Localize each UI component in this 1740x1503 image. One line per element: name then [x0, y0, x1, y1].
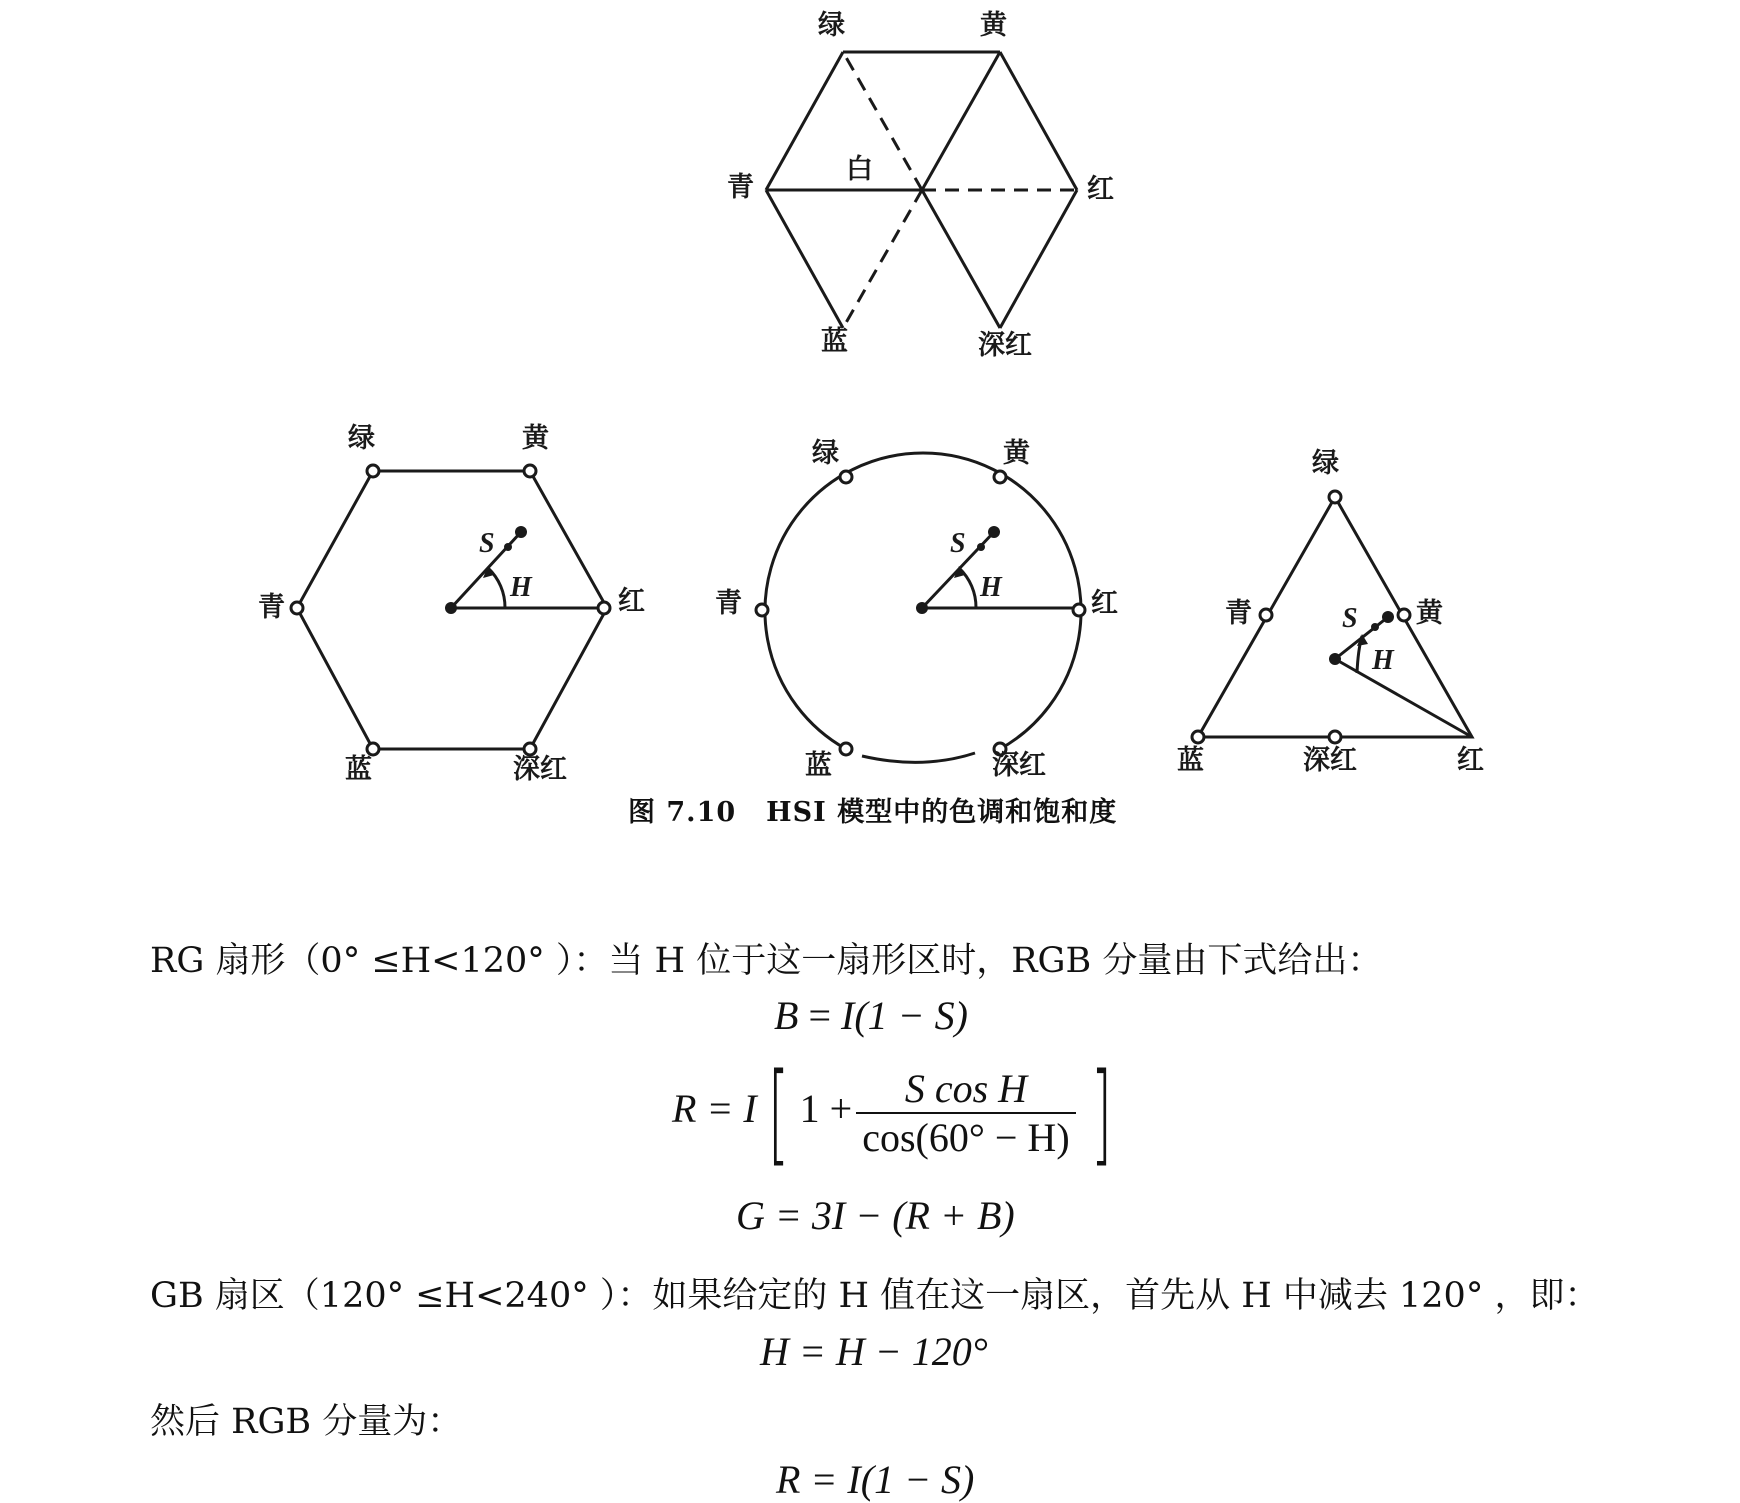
hex-label-green: 绿 — [348, 423, 375, 454]
then-paragraph: 然后 RGB 分量为： — [150, 1402, 463, 1442]
top-label-blue: 蓝 — [821, 326, 848, 357]
circle-label-blue: 蓝 — [805, 750, 832, 781]
hex-label-yellow: 黄 — [522, 423, 549, 454]
tri-label-s: S — [1342, 603, 1358, 634]
figure-caption-text: HSI 模型中的色调和饱和度 — [766, 797, 1118, 828]
eq-r-one: 1 + — [799, 1086, 853, 1132]
hex-label-s: S — [479, 528, 495, 559]
tri-label-red: 红 — [1457, 745, 1484, 776]
eq-h-text: H = H − 120° — [760, 1329, 988, 1374]
hex-label-red: 红 — [618, 586, 645, 617]
top-label-cyan: 青 — [727, 172, 754, 203]
equation-h — [760, 1328, 988, 1375]
tri-label-magenta: 深红 — [1303, 745, 1357, 776]
circle-label-yellow: 黄 — [1003, 438, 1030, 469]
circle-label-h: H — [980, 572, 1002, 603]
hex-label-h: H — [510, 572, 532, 603]
figure-caption — [628, 790, 1117, 829]
circle-label-s: S — [950, 528, 966, 559]
eq-b-op: = — [808, 993, 831, 1038]
eq-r-denominator: cos(60° − H) — [862, 1115, 1070, 1160]
eq-b-lhs: B — [774, 993, 799, 1038]
top-label-red: 红 — [1087, 174, 1114, 205]
top-label-white: 白 — [846, 154, 873, 185]
left-bracket: [ — [767, 1049, 789, 1177]
right-bracket: ] — [1090, 1049, 1112, 1177]
hex-label-magenta: 深红 — [513, 754, 567, 785]
circle-label-cyan: 青 — [715, 588, 742, 619]
top-label-green: 绿 — [818, 10, 845, 41]
equation-g — [736, 1192, 1015, 1239]
hex-label-blue: 蓝 — [345, 754, 372, 785]
tri-label-h: H — [1372, 645, 1394, 676]
rg-sector-paragraph: RG 扇形（0° ≤H<120° ）：当 H 位于这一扇形区时，RGB 分量由下式给出： — [150, 941, 1383, 981]
eq-g-text: G = 3I − (R + B) — [736, 1193, 1015, 1238]
circle-label-green: 绿 — [812, 438, 839, 469]
equation-r2 — [776, 1456, 974, 1503]
circle-label-red: 红 — [1091, 588, 1118, 619]
tri-label-cyan: 青 — [1225, 598, 1252, 629]
top-hexagon-diagram — [766, 52, 1077, 328]
tri-label-yellow: 黄 — [1416, 598, 1443, 629]
eq-r-numerator: S cos H — [856, 1065, 1075, 1114]
figure-number: 图 7.10 — [628, 797, 737, 828]
gb-sector-paragraph: GB 扇区（120° ≤H<240° ）：如果给定的 H 值在这一扇区，首先从 H 中减去 120° ，即： — [150, 1276, 1600, 1316]
top-label-magenta: 深红 — [978, 330, 1032, 361]
eq-r-lhs: R = I — [672, 1086, 757, 1132]
eq-r-fraction — [856, 1065, 1075, 1161]
tri-label-green: 绿 — [1312, 448, 1339, 479]
tri-label-blue: 蓝 — [1177, 745, 1204, 776]
eq-r2-text: R = I(1 − S) — [776, 1457, 975, 1502]
hex-label-cyan: 青 — [258, 592, 285, 623]
equation-r — [672, 1049, 1123, 1177]
eq-b-rhs: I(1 − S) — [841, 993, 968, 1038]
top-label-yellow: 黄 — [980, 10, 1007, 41]
circle-label-magenta: 深红 — [992, 750, 1046, 781]
equation-b — [774, 992, 968, 1039]
